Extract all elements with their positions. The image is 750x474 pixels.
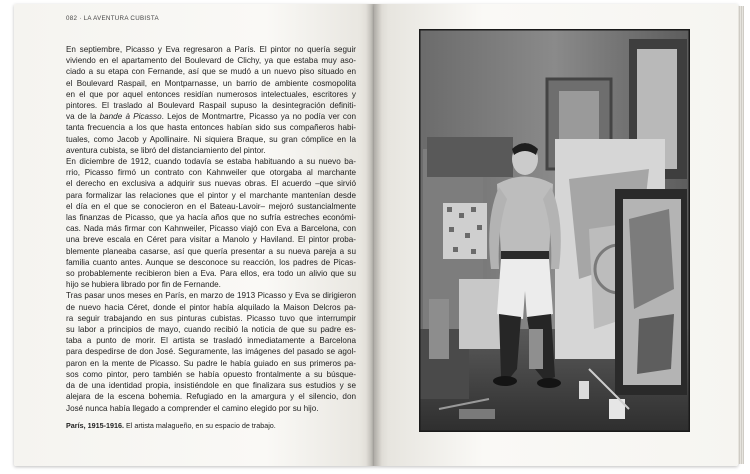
text-line: taba a punto de morir. El artista se trasladó inmediatamente a Barcelona [66,336,356,346]
text-line: sos como pintor, pero también se había opuesto frontalmente a su búsque- [66,369,356,379]
text-line: pintores. El traslado al Boulevard Raspail supuso la desintegración definiti- [66,101,356,111]
text-line: ra seguir trabajando en sus pinturas cubistas. Picasso tuvo que interrumpir [66,313,356,323]
text-line: tuales, como Jacob y Apollinaire. Ni siquiera Braque, su gran cómplice en la [66,134,356,144]
text-line: ciado a su etapa con Fernande, así que se mudó a un nuevo piso situado en [66,67,356,77]
text-line: En diciembre de 1912, cuando todavía se estaba habituando a su nuevo ba- [66,157,356,167]
text-line: en el que por aquel entonces residían numerosos intelectuales, escritores y [66,89,356,99]
body-text [66,44,356,414]
text-line: las finanzas de Picasso, que ya hacía años que no sufría estreches económi- [66,213,356,223]
text-line [66,111,356,122]
text-line: el derecho en exclusiva a adquirir sus nuevas obras. El acuerdo –que sirvió [66,179,356,189]
page-number: 082 [66,15,78,22]
caption-text: El artista malagueño, en su espacio de trabajo. [123,421,276,430]
photo-caption [66,421,356,430]
photo-illustration [419,29,690,432]
text-line: blemente planeaba casarse, así que quería presentar a su nueva pareja a su [66,246,356,256]
text-line: rrio, Picasso firmó un contrato con Kahnweiler que otorgaba al marchante [66,168,356,178]
text-line: para formalizar las relaciones que el pintor y el marchante mantenían desde [66,190,356,200]
page-edges [738,6,744,464]
text-line: alejara de la escena bohemia. Refugiado en la amargura y el silencio, don [66,392,356,402]
text-line: José nunca había llegado a comprender el camino elegido por su hijo. [66,403,319,413]
text-line: una breve escala en Céret para visitar a Manolo y Haviland. El pintor proba- [66,235,356,245]
text-line: so probablemente recibieron bien a Eva. Para ellos, era todo un alivio que su [66,269,356,279]
text-run: . Lejos de Montmartre, Picasso ya no podía ver con [161,112,357,122]
text-line: para despedirse de don José. Seguramente, las imágenes del pasado se agol- [66,347,356,357]
text-line: viviendo en el apartamento del Boulevard de Clichy, ya que estaba muy aso- [66,56,356,66]
text-line: su labor a principios de mayo, cuando recibió la noticia de que su padre es- [66,325,356,335]
text-line: aventura cubista, se libró del distanciamiento del pintor. [66,145,266,155]
text-line: familia cuanto antes. Aunque se desconoce su reacción, los padres de Picas- [66,257,356,267]
text-line: paron en la mente de Picasso. Su padre le había guiado en sus primeros pa- [66,358,356,368]
text-line: hijo se hubiera librado por fin de Fernande. [66,280,221,290]
book-gutter [366,4,382,466]
text-line: el día en el que se conocieron en el Bateau-Lavoir– mejoró sustancialmente [66,201,356,211]
text-line: tanta frecuencia a los que hasta entonces habían sido sus compañeros habi- [66,123,356,133]
text-run: va de la [66,112,100,122]
text-line: En septiembre, Picasso y Eva regresaron a París. El pintor no quería seguir [66,45,356,54]
text-line: da de una identidad propia, insistiéndole en que finalizara sus estudios y se [66,381,356,391]
italic-term: bande à Picasso [99,112,162,122]
text-line: el Boulevard Raspail, en Montparnasse, un barrio de ambiente cosmopolita [66,78,356,88]
studio-photograph [419,29,690,432]
text-line: de nuevo hacia Céret, donde el pintor había alquilado la Maison Delcros pa- [66,302,356,312]
text-line: Tras pasar unos meses en París, en marzo de 1913 Picasso y Eva se dirigieron [66,291,356,301]
section-title: LA AVENTURA CUBISTA [83,15,159,22]
running-head: 082 · LA AVENTURA CUBISTA [66,15,159,22]
caption-date: París, 1915-1916. [66,421,124,430]
text-line: cas. Nada más firmar con Kahnweiler, Picasso viajó con Eva a Barcelona, con [66,224,356,234]
